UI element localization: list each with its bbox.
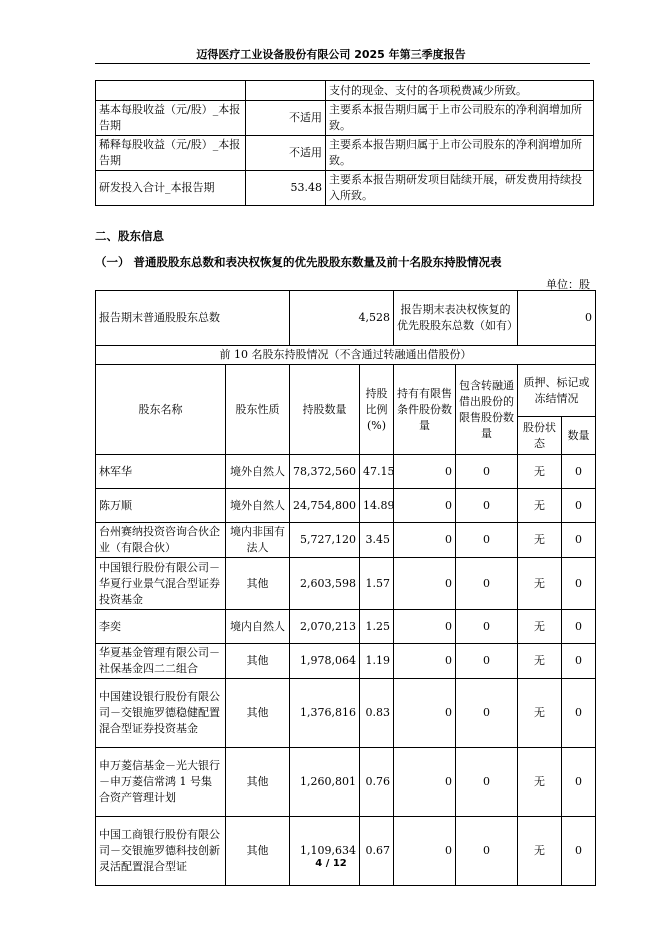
- pledge-status: 无: [518, 644, 562, 679]
- table-header-row: [96, 365, 596, 417]
- indicator-value: [246, 81, 326, 101]
- pledge-status: 无: [518, 679, 562, 748]
- col-header-pledge: 质押、标记或冻结情况: [518, 365, 596, 417]
- col-header-lent: 包含转融通借出股份的限售股份数量: [456, 365, 518, 455]
- indicator-reason: 主要系本报告期研发项目陆续开展，研发费用持续投入所致。: [326, 171, 594, 206]
- shares-held: 1,260,801: [290, 748, 360, 817]
- shareholder-nature: 境外自然人: [226, 489, 290, 523]
- table-row: [96, 748, 596, 817]
- shareholder-nature: 其他: [226, 679, 290, 748]
- financial-indicators-table: [95, 80, 594, 206]
- subsection-heading: （一） 普通股股东总数和表决权恢复的优先股股东数量及前十名股东持股情况表: [95, 255, 502, 269]
- preferred-holders-label: 报告期末表决权恢复的优先股股东总数（如有）: [394, 291, 518, 346]
- table-row: [96, 171, 594, 206]
- pledge-status: 无: [518, 455, 562, 489]
- restricted-shares: 0: [394, 644, 456, 679]
- page-number: 4 / 12: [315, 858, 347, 869]
- pledge-status: 无: [518, 817, 562, 886]
- table-row: [96, 81, 594, 101]
- pledge-status: 无: [518, 489, 562, 523]
- lent-restricted-shares: 0: [456, 817, 518, 886]
- pledge-quantity: 0: [562, 610, 596, 644]
- shares-held: 5,727,120: [290, 523, 360, 558]
- section-heading: 二、股东信息: [95, 229, 164, 243]
- col-header-qty: 数量: [562, 417, 596, 455]
- shareholder-name: 华夏基金管理有限公司－社保基金四二二组合: [96, 644, 226, 679]
- table-row: [96, 644, 596, 679]
- pledge-quantity: 0: [562, 523, 596, 558]
- pledge-quantity: 0: [562, 679, 596, 748]
- restricted-shares: 0: [394, 817, 456, 886]
- table-row: [96, 558, 596, 610]
- shareholder-name: 中国银行股份有限公司－华夏行业景气混合型证券投资基金: [96, 558, 226, 610]
- shareholder-nature: 境内非国有法人: [226, 523, 290, 558]
- pledge-quantity: 0: [562, 644, 596, 679]
- header-divider: [95, 63, 590, 64]
- pledge-status: 无: [518, 748, 562, 817]
- shareholder-name: 林军华: [96, 455, 226, 489]
- indicator-reason: 主要系本报告期归属于上市公司股东的净利润增加所致。: [326, 101, 594, 136]
- holding-ratio: 3.45: [360, 523, 394, 558]
- pledge-quantity: 0: [562, 748, 596, 817]
- restricted-shares: 0: [394, 558, 456, 610]
- pledge-status: 无: [518, 610, 562, 644]
- table-row: [96, 101, 594, 136]
- holding-ratio: 1.25: [360, 610, 394, 644]
- pledge-status: 无: [518, 523, 562, 558]
- lent-restricted-shares: 0: [456, 644, 518, 679]
- indicator-reason: 主要系本报告期归属于上市公司股东的净利润增加所致。: [326, 136, 594, 171]
- indicator-value: 53.48: [246, 171, 326, 206]
- total-holders-label: 报告期末普通股股东总数: [96, 291, 290, 346]
- col-header-shares: 持股数量: [290, 365, 360, 455]
- preferred-holders-value: 0: [518, 291, 596, 346]
- table-row: [96, 136, 594, 171]
- shareholder-name: 中国工商银行股份有限公司－交银施罗德科技创新灵活配置混合型证: [96, 817, 226, 886]
- shareholder-name: 李奕: [96, 610, 226, 644]
- restricted-shares: 0: [394, 748, 456, 817]
- shareholder-nature: 境外自然人: [226, 455, 290, 489]
- indicator-reason: 支付的现金、支付的各项税费减少所致。: [326, 81, 594, 101]
- table-row: [96, 346, 596, 365]
- table-row: [96, 523, 596, 558]
- page-header-title: 迈得医疗工业设备股份有限公司 2025 年第三季度报告: [196, 48, 466, 61]
- holding-ratio: 0.67: [360, 817, 394, 886]
- pledge-quantity: 0: [562, 455, 596, 489]
- lent-restricted-shares: 0: [456, 489, 518, 523]
- restricted-shares: 0: [394, 489, 456, 523]
- shareholder-nature: 境内自然人: [226, 610, 290, 644]
- shares-held: 1,978,064: [290, 644, 360, 679]
- pledge-status: 无: [518, 558, 562, 610]
- restricted-shares: 0: [394, 455, 456, 489]
- restricted-shares: 0: [394, 523, 456, 558]
- shareholder-name: 陈万顺: [96, 489, 226, 523]
- col-header-status: 股份状态: [518, 417, 562, 455]
- shareholder-name: 台州赛纳投资咨询合伙企业（有限合伙）: [96, 523, 226, 558]
- unit-label: 单位：股: [546, 278, 590, 291]
- shareholders-table: [95, 290, 596, 886]
- shares-held: 78,372,560: [290, 455, 360, 489]
- lent-restricted-shares: 0: [456, 610, 518, 644]
- lent-restricted-shares: 0: [456, 748, 518, 817]
- col-header-name: 股东名称: [96, 365, 226, 455]
- restricted-shares: 0: [394, 610, 456, 644]
- holding-ratio: 1.57: [360, 558, 394, 610]
- shareholder-nature: 其他: [226, 558, 290, 610]
- table-row: [96, 489, 596, 523]
- col-header-ratio: 持股比例(%): [360, 365, 394, 455]
- shares-held: 1,109,634: [290, 817, 360, 886]
- shares-held: 1,376,816: [290, 679, 360, 748]
- col-header-nature: 股东性质: [226, 365, 290, 455]
- shareholder-nature: 其他: [226, 817, 290, 886]
- indicator-value: 不适用: [246, 136, 326, 171]
- holding-ratio: 1.19: [360, 644, 394, 679]
- pledge-quantity: 0: [562, 817, 596, 886]
- shareholder-nature: 其他: [226, 644, 290, 679]
- indicator-label: 研发投入合计_本报告期: [96, 171, 246, 206]
- table-row: [96, 291, 596, 346]
- pledge-quantity: 0: [562, 558, 596, 610]
- indicator-label: 基本每股收益（元/股）_本报告期: [96, 101, 246, 136]
- holding-ratio: 14.89: [360, 489, 394, 523]
- table-row: [96, 455, 596, 489]
- shares-held: 2,070,213: [290, 610, 360, 644]
- lent-restricted-shares: 0: [456, 523, 518, 558]
- indicator-label: 稀释每股收益（元/股）_本报告期: [96, 136, 246, 171]
- shareholder-nature: 其他: [226, 748, 290, 817]
- total-holders-value: 4,528: [290, 291, 394, 346]
- lent-restricted-shares: 0: [456, 558, 518, 610]
- table-row: [96, 679, 596, 748]
- top10-title: 前 10 名股东持股情况（不含通过转融通出借股份）: [96, 346, 596, 365]
- shareholder-name: 申万菱信基金－光大银行－申万菱信常鸿 1 号集合资产管理计划: [96, 748, 226, 817]
- table-row: [96, 817, 596, 886]
- holding-ratio: 47.15: [360, 455, 394, 489]
- pledge-quantity: 0: [562, 489, 596, 523]
- indicator-value: 不适用: [246, 101, 326, 136]
- holders-body: [96, 455, 596, 886]
- shares-held: 24,754,800: [290, 489, 360, 523]
- shares-held: 2,603,598: [290, 558, 360, 610]
- holding-ratio: 0.76: [360, 748, 394, 817]
- restricted-shares: 0: [394, 679, 456, 748]
- lent-restricted-shares: 0: [456, 455, 518, 489]
- shareholder-name: 中国建设银行股份有限公司－交银施罗德稳健配置混合型证券投资基金: [96, 679, 226, 748]
- table-row: [96, 610, 596, 644]
- col-header-restricted: 持有有限售条件股份数量: [394, 365, 456, 455]
- indicator-label: [96, 81, 246, 101]
- holding-ratio: 0.83: [360, 679, 394, 748]
- lent-restricted-shares: 0: [456, 679, 518, 748]
